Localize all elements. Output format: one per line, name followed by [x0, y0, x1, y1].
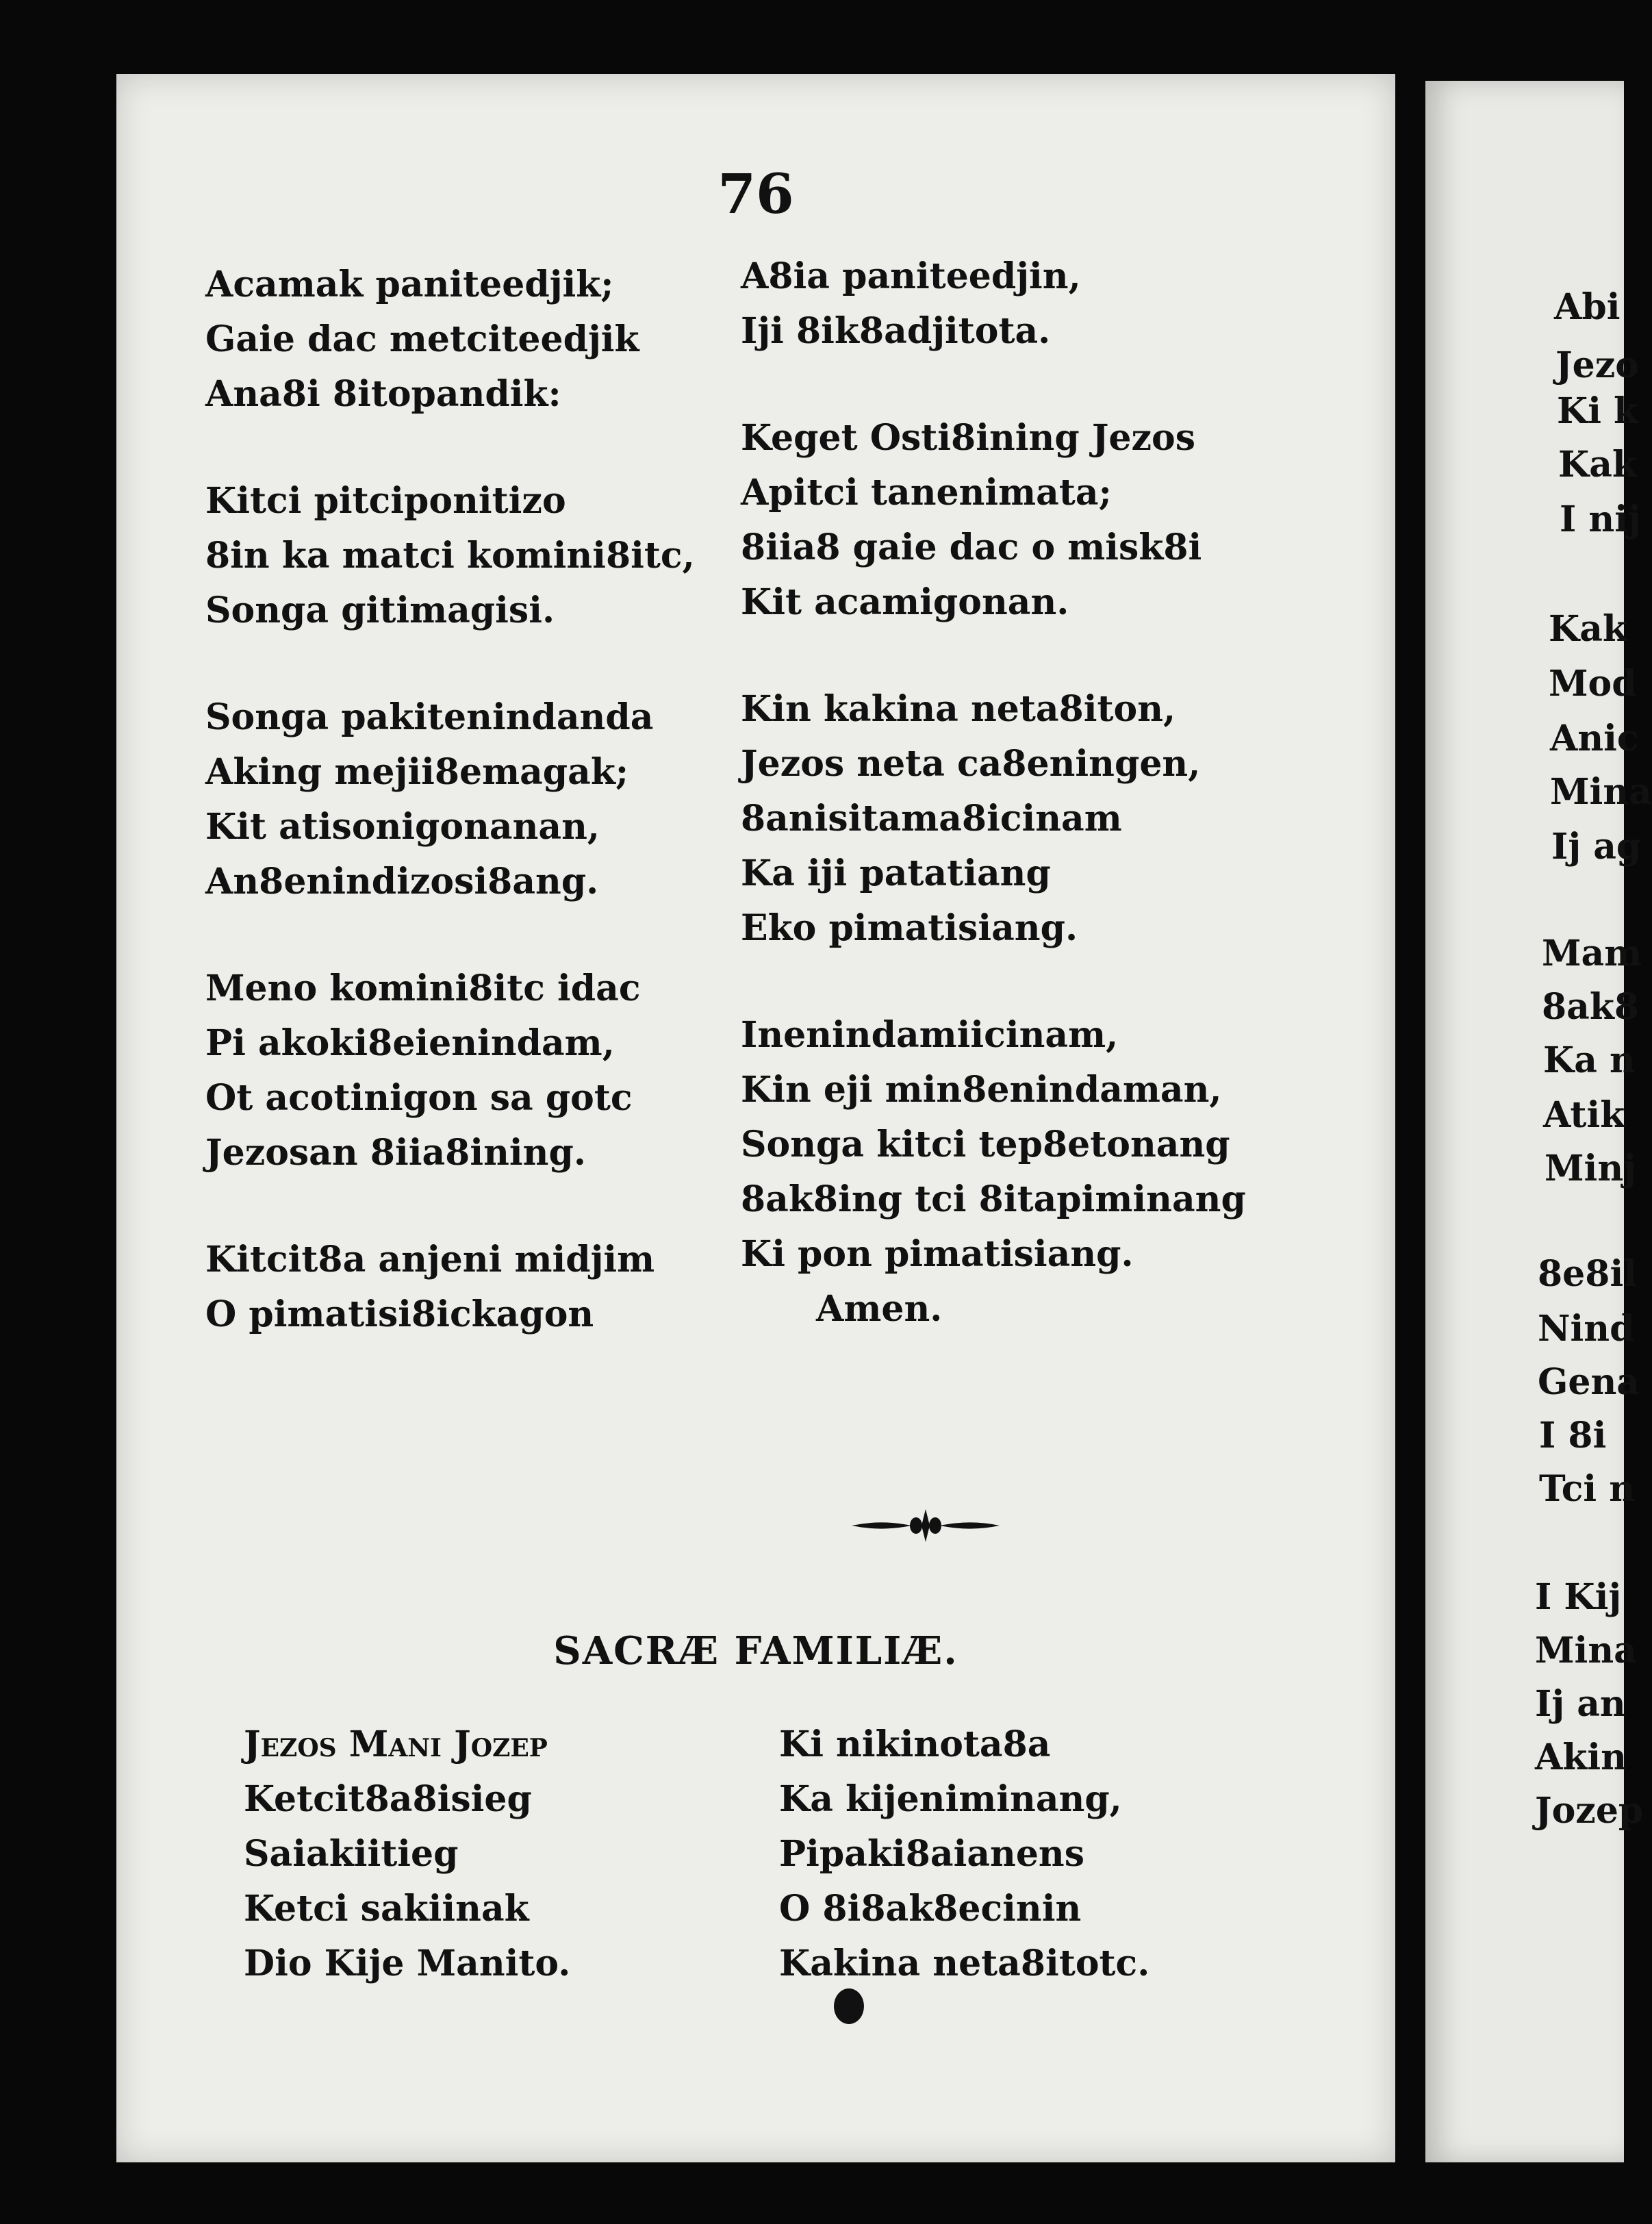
verse-line: Ketci sakiinak: [244, 1888, 529, 1930]
verse-line: Inenindamiicinam,: [741, 1014, 1119, 1056]
page-number: 76: [717, 162, 794, 226]
verse-line: Ki nikinota8a: [779, 1723, 1051, 1765]
verse-line: Songa kitci tep8etonang: [741, 1124, 1230, 1165]
verse-fragment: Ki k: [1557, 390, 1639, 432]
verse-line: Dio Kije Manito.: [244, 1943, 571, 1984]
stanza: [205, 690, 767, 909]
verse-fragment: Nind: [1538, 1308, 1635, 1350]
verse-line: Kit acamigonan.: [741, 581, 1069, 623]
verse-line: Aking mejii8emagak;: [205, 751, 629, 793]
stanza: [205, 474, 767, 638]
verse-line: Kitci pitciponitizo: [205, 480, 566, 522]
verse-line: Songa pakitenindanda: [205, 696, 654, 738]
verse-line: Kakina neta8itotc.: [779, 1943, 1150, 1984]
verse-line: Ana8i 8itopandik:: [205, 373, 561, 415]
verse-line: 8iia8 gaie dac o misk8i: [741, 527, 1202, 568]
verse-fragment: 8ak8: [1542, 986, 1640, 1028]
stanza: [741, 1008, 1302, 1337]
verse-line: Songa gitimagisi.: [205, 590, 555, 631]
verse-fragment: 8e8il: [1538, 1253, 1637, 1295]
verse-line: 8anisitama8icinam: [741, 798, 1122, 839]
verse-line: An8enindizosi8ang.: [205, 861, 599, 902]
verse-fragment: Akin: [1535, 1736, 1627, 1778]
verse-fragment: Minj: [1545, 1148, 1636, 1189]
verse-fragment: Anic: [1550, 718, 1639, 759]
stanza: [741, 411, 1302, 630]
verse-line: Ketcit8a8isieg: [244, 1778, 532, 1820]
adjacent-page: [1425, 81, 1652, 2162]
verse-line: Ot acotinigon sa gotc: [205, 1077, 633, 1119]
verse-line: Apitci tanenimata;: [741, 472, 1112, 514]
verse-line: O pimatisi8ickagon: [205, 1293, 594, 1335]
verse-line: O 8i8ak8ecinin: [779, 1888, 1082, 1930]
section-title: SACRÆ FAMILIÆ.: [553, 1628, 958, 1673]
verse-line: Kin eji min8enindaman,: [741, 1069, 1222, 1111]
ink-blot-icon: [834, 1988, 864, 2024]
verse-fragment: Gena: [1538, 1361, 1640, 1403]
stanza: [741, 249, 1302, 359]
verse-fragment: I Kij: [1535, 1576, 1622, 1618]
verse-line: 8in ka matci komini8itc,: [205, 535, 695, 577]
verse-fragment: Kak: [1549, 608, 1627, 650]
verse-fragment: Mam: [1542, 933, 1642, 974]
verse-line: Acamak paniteedjik;: [205, 264, 614, 305]
verse-fragment: Tci n: [1539, 1468, 1636, 1510]
verse-fragment: Ij ag: [1551, 826, 1642, 868]
verse-fragment: Jozep: [1535, 1790, 1644, 1832]
hymn-left-column: [205, 257, 767, 1394]
verse-line: Eko pimatisiang.: [741, 907, 1078, 949]
verse-line: Jezosan 8iia8ining.: [205, 1132, 586, 1174]
verse-fragment: Atik: [1543, 1094, 1625, 1136]
verse-line: Iji 8ik8adjitota.: [741, 310, 1051, 352]
verse-line: Pi akoki8eienindam,: [205, 1022, 615, 1064]
hymn-right-column: [741, 249, 1302, 1389]
verse-line: Keget Osti8ining Jezos: [741, 417, 1195, 459]
verse-line: Kit atisonigonanan,: [205, 806, 600, 848]
verse-line: A8ia paniteedjin,: [741, 255, 1081, 297]
amen-line: Amen.: [816, 1288, 943, 1330]
verse-fragment: Mina: [1550, 771, 1652, 813]
verse-fragment: Jezo: [1555, 344, 1639, 386]
verse-fragment: Mina: [1535, 1630, 1637, 1671]
verse-line: Gaie dac metciteedjik: [205, 318, 639, 360]
stanza: [741, 682, 1302, 956]
verse-line: Meno komini8itc idac: [205, 968, 641, 1009]
verse-line: Ki pon pimatisiang.: [741, 1233, 1134, 1275]
verse-line: Saiakiitieg: [244, 1833, 459, 1875]
stanza: [205, 1233, 767, 1342]
verse-line: Pipaki8aianens: [779, 1833, 1084, 1875]
verse-line: Jezos neta ca8eningen,: [741, 743, 1201, 785]
book-page: [116, 74, 1395, 2162]
section-right-column: [779, 1717, 1340, 1991]
verse-fragment: I nij: [1560, 498, 1641, 540]
verse-line: 8ak8ing tci 8itapiminang: [741, 1178, 1246, 1220]
verse-line: Ka iji patatiang: [741, 852, 1051, 894]
verse-line: Ka kijeniminang,: [779, 1778, 1122, 1820]
stanza: [205, 961, 767, 1180]
verse-fragment: Kak: [1558, 444, 1637, 485]
verse-fragment: Mod: [1549, 663, 1637, 705]
verse-fragment: I 8i: [1539, 1415, 1607, 1456]
verse-fragment: Ka n: [1543, 1039, 1636, 1081]
verse-fragment: Ij an: [1535, 1683, 1626, 1725]
verse-line: Kitcit8a anjeni midjim: [205, 1239, 655, 1280]
verse-fragment: Abi: [1554, 286, 1621, 328]
stanza: [205, 257, 767, 422]
ornament-divider-icon: [850, 1505, 1001, 1546]
verse-line: Kin kakina neta8iton,: [741, 688, 1176, 730]
verse-line: Jezos Mani Jozep: [244, 1723, 548, 1765]
section-left-column: [244, 1717, 805, 1991]
